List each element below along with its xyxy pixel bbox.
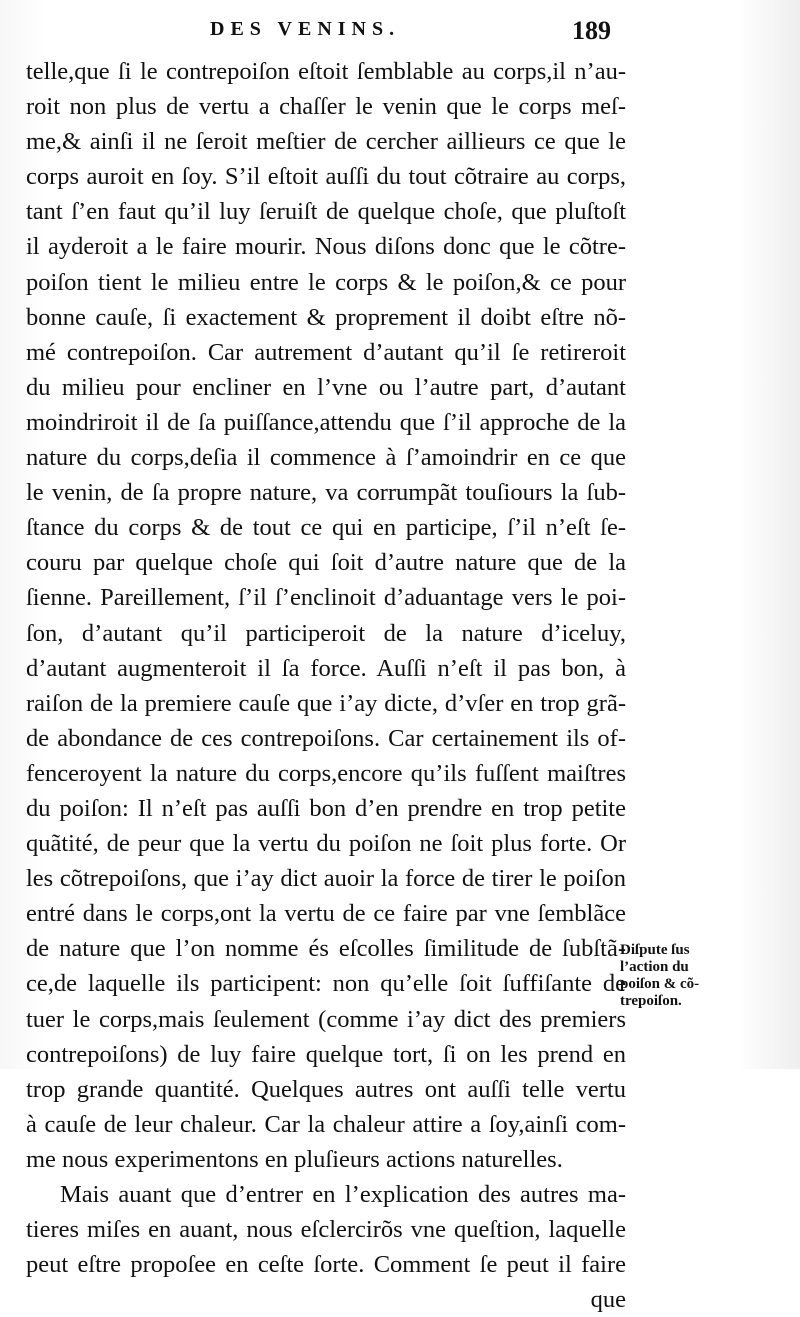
- text-line: fenceroyent la nature du corps,encore qu’ils fuſſent maiſtres: [26, 759, 626, 787]
- text-line: le venin, de ſa propre nature, va corrumpãt touſiours la ſub-: [26, 479, 626, 507]
- text-line: corps auroit en ſoy. S’il eſtoit auſſi du tout cõtraire au corps,: [26, 163, 626, 191]
- text-line: bonne cauſe, ſi exactement & proprement il doibt eſtre nõ-: [26, 303, 626, 331]
- text-line: me,& ainſi il ne ſeroit meſtier de cercher aillieurs ce que le: [26, 128, 626, 156]
- text-line: entré dans le corps,ont la vertu de ce faire par vne ſemblãce: [26, 900, 626, 928]
- text-line: tant ſ’en faut qu’il luy ſeruiſt de quelque choſe, que pluſtoſt: [26, 198, 626, 226]
- marginal-note-line: l’action du: [620, 959, 689, 975]
- text-line: peut eſtre propoſee en ceſte ſorte. Comment ſe peut il faire: [26, 1251, 626, 1279]
- text-line: il ayderoit a le faire mourir. Nous diſons donc que le cõtre-: [26, 233, 626, 261]
- text-line: de nature que l’on nomme és eſcolles ſimilitude de ſubſtã-: [26, 935, 626, 963]
- text-line: contrepoiſons) de luy faire quelque tort, ſi on les prend en: [26, 1040, 626, 1068]
- text-line: moindriroit il de ſa puiſſance,attendu que ſ’il approche de la: [26, 408, 626, 436]
- text-line: ce,de laquelle ils participent: non qu’elle ſoit ſuffiſante de: [26, 970, 626, 998]
- marginal-note: [620, 942, 712, 1010]
- text-line: du milieu pour encliner en l’vne ou l’autre part, d’autant: [26, 373, 626, 401]
- text-line: raiſon de la premiere cauſe que i’ay dicte, d’vſer en trop grã-: [26, 689, 626, 717]
- page-number: 189: [572, 16, 611, 45]
- text-line: couru par quelque choſe qui ſoit d’autre nature que de la: [26, 549, 626, 577]
- marginal-note-line: trepoiſon.: [620, 993, 682, 1009]
- text-line: à cauſe de leur chaleur. Car la chaleur attire a ſoy,ainſi com-: [26, 1110, 626, 1138]
- body-text: [26, 54, 626, 1317]
- text-line: les cõtrepoiſons, que i’ay dict auoir la force de tirer le poiſon: [26, 865, 626, 893]
- text-line: poiſon tient le milieu entre le corps & le poiſon,& ce pour: [26, 268, 626, 296]
- catchword: que: [590, 1286, 626, 1314]
- text-line: nature du corps,deſia il commence à ſ’amoindrir en ce que: [26, 444, 626, 472]
- text-line: tieres miſes en auant, nous eſclercirõs vne queſtion, laquelle: [26, 1216, 626, 1244]
- text-line: d’autant augmenteroit il ſa force. Auſſi n’eſt il pas bon, à: [26, 654, 626, 682]
- running-title: DES VENINS.: [210, 18, 401, 40]
- text-line: du poiſon: Il n’eſt pas auſſi bon d’en prendre en trop petite: [26, 794, 626, 822]
- text-line: mé contrepoiſon. Car autrement d’autant qu’il ſe retireroit: [26, 338, 626, 366]
- marginal-note-line: Diſpute ſus: [620, 942, 690, 958]
- text-line: me nous experimentons en pluſieurs actions naturelles.: [26, 1145, 563, 1173]
- text-line: tuer le corps,mais ſeulement (comme i’ay dict des premiers: [26, 1005, 626, 1033]
- text-line: ſtance du corps & de tout ce qui en participe, ſ’il n’eſt ſe-: [26, 514, 626, 542]
- text-line: quãtité, de peur que la vertu du poiſon ne ſoit plus forte. Or: [26, 830, 626, 858]
- text-line: Mais auant que d’entrer en l’explication des autres ma-: [60, 1181, 626, 1208]
- text-line: trop grande quantité. Quelques autres ont auſſi telle vertu: [26, 1075, 626, 1103]
- text-line: ſienne. Pareillement, ſ’il ſ’enclinoit d’aduantage vers le poi-: [26, 584, 626, 612]
- text-line: de abondance de ces contrepoiſons. Car certainement ils of-: [26, 724, 626, 752]
- marginal-note-line: poiſon & cõ-: [620, 976, 700, 992]
- text-line: ſon, d’autant qu’il participeroit de la nature d’iceluy,: [26, 619, 626, 647]
- text-line: telle,que ſi le contrepoiſon eſtoit ſemblable au corps,il n’au-: [26, 58, 626, 85]
- text-line: roit non plus de vertu a chaſſer le venin que le corps meſ-: [26, 93, 626, 121]
